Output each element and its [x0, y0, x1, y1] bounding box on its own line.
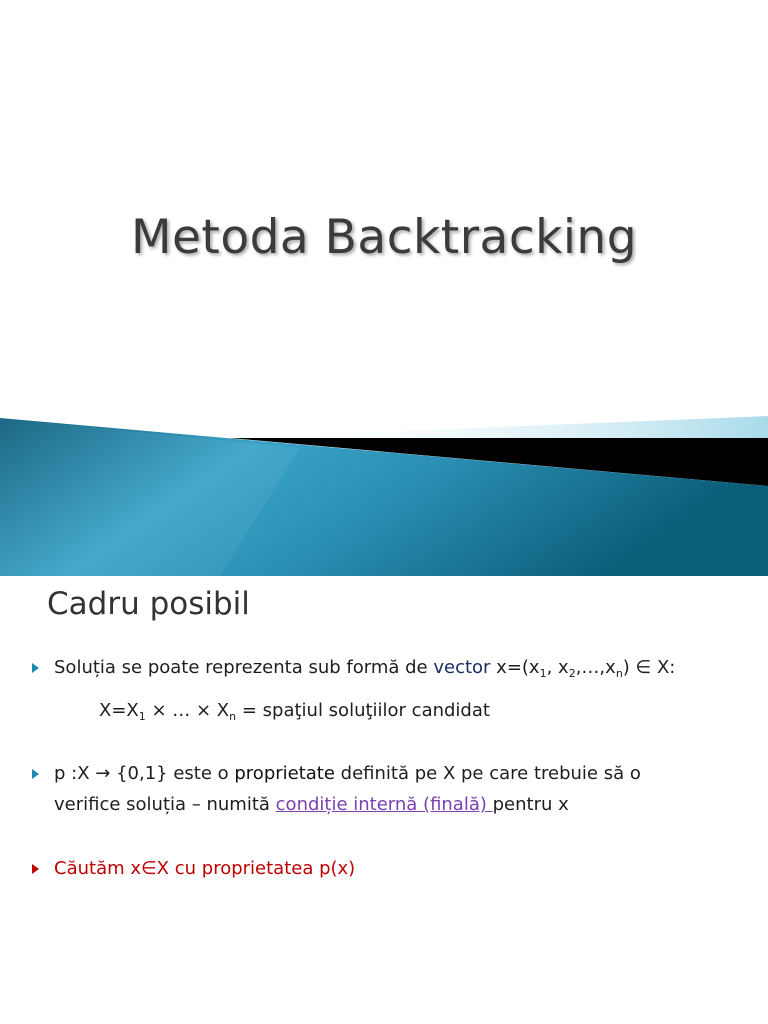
formula-part: x=(x [490, 657, 540, 678]
formula-part: = spaţiul soluţiilor candidat [236, 700, 490, 721]
bullet-property-line1 [54, 763, 641, 784]
formula-part: ,…,x [575, 657, 616, 678]
formula-part: ) ∈ X: [622, 657, 676, 678]
bullet-property-line2 [54, 794, 569, 815]
subscript: n [229, 710, 237, 723]
triangle-bullet-icon [31, 768, 40, 780]
subscript: 1 [539, 667, 547, 680]
slide-title: Metoda Backtracking [130, 210, 638, 265]
section-heading: Cadru posibil [47, 586, 250, 622]
triangle-bullet-icon [31, 662, 40, 674]
formula-part: , x [546, 657, 569, 678]
decorative-banner [0, 412, 768, 576]
content-slide [0, 576, 768, 1024]
bullet1-text: Soluția se poate reprezenta sub formă de [54, 657, 434, 678]
keyword-proprietate: proprietate [234, 763, 335, 784]
triangle-bullet-icon [31, 863, 40, 875]
keyword-vector: vector [433, 657, 491, 678]
bullet-solution-vector [54, 657, 675, 678]
bullet-search-goal: Căutăm x∈X cu proprietatea p(x) [54, 858, 356, 879]
subscript: 1 [138, 710, 146, 723]
bullet2-text: verifice soluția – numită [54, 794, 276, 815]
bullet2-text: definită pe X pe care trebuie să o [334, 763, 641, 784]
bullet2-text: pentru x [492, 794, 569, 815]
formula-part: X=X [99, 700, 139, 721]
subscript: 2 [568, 667, 576, 680]
formula-part: × … × X [145, 700, 230, 721]
candidate-space-formula [99, 700, 490, 721]
internal-condition-link[interactable]: condiție internă (finală) [275, 794, 493, 815]
subscript: n [615, 667, 623, 680]
bullet2-text: p :X → {0,1} este o [54, 763, 235, 784]
